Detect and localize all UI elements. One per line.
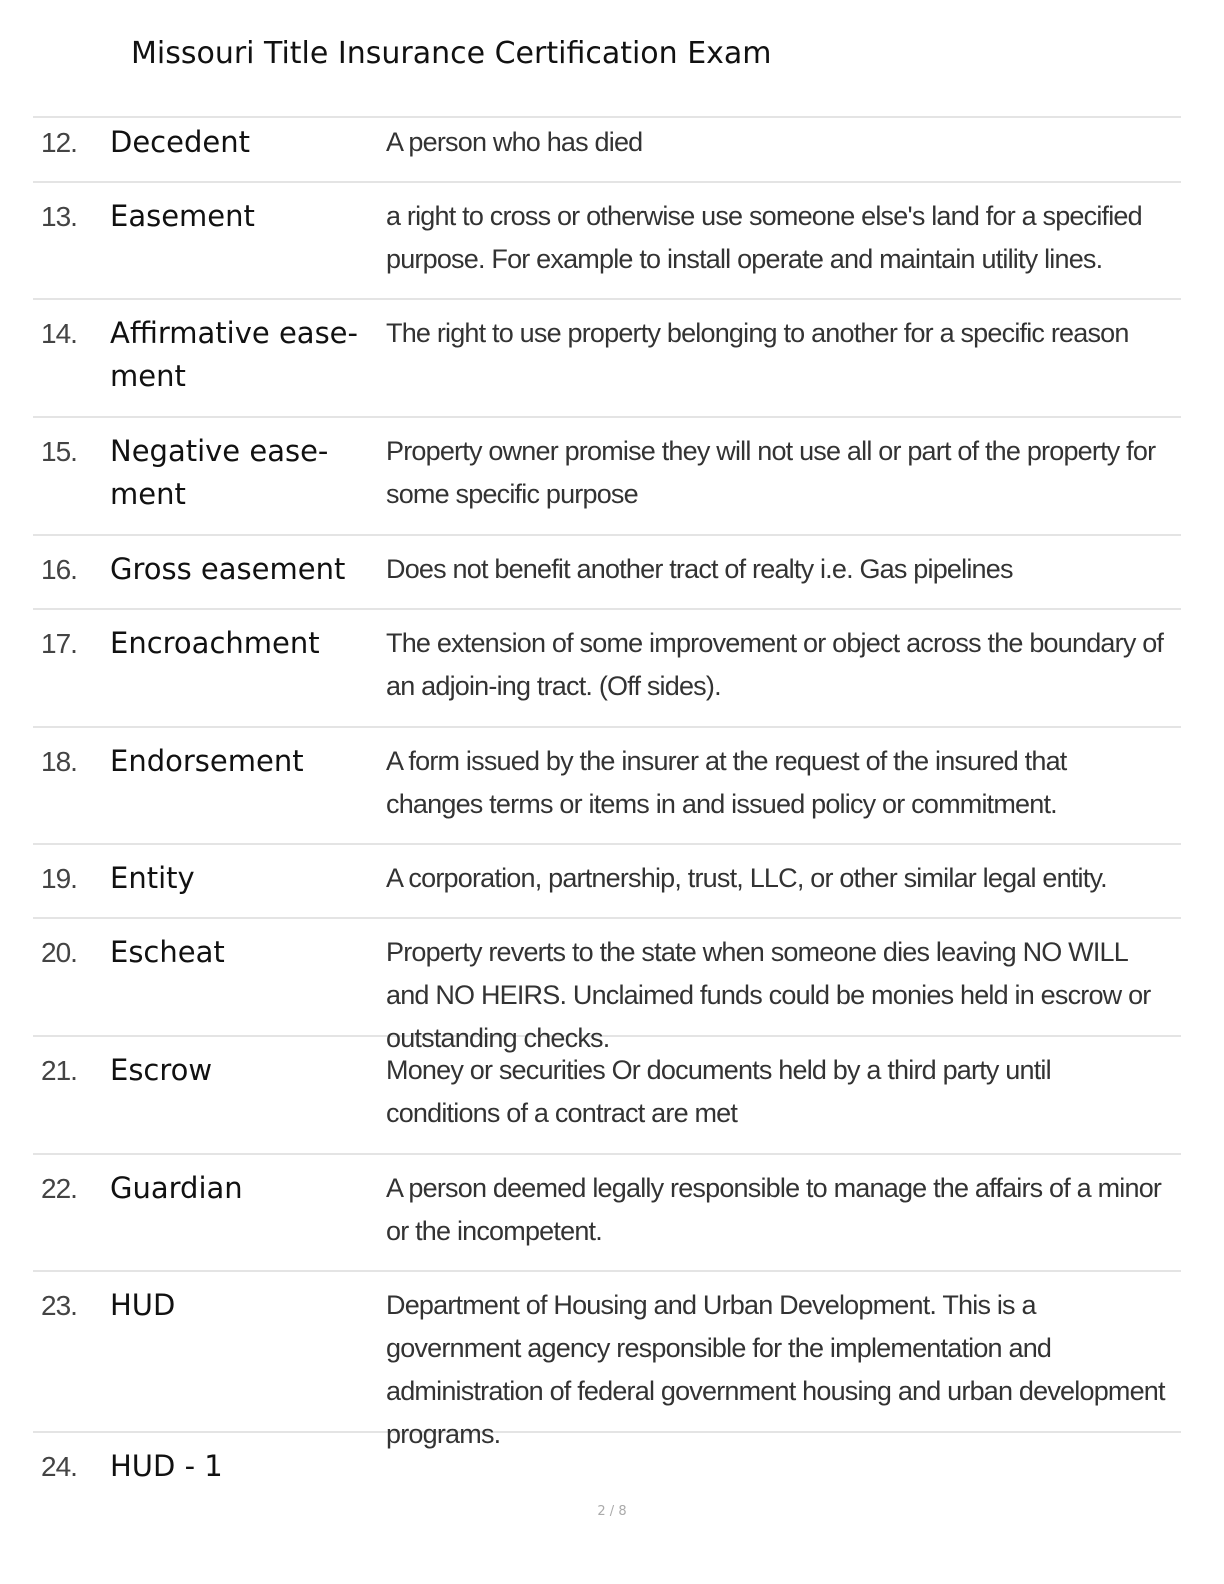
term-number: 22. bbox=[41, 1173, 77, 1204]
term-row bbox=[33, 1037, 1181, 1155]
term-definition: A form issued by the insurer at the request of the insured that changes terms or items in and issued policy or commitment. bbox=[386, 746, 1067, 819]
term-definition: Property reverts to the state when someone dies leaving NO WILL and NO HEIRS. Unclaimed funds could be monies held in escrow or outstanding checks. bbox=[386, 937, 1151, 1053]
term-name: Encroachment bbox=[110, 626, 320, 660]
term-row bbox=[33, 300, 1181, 418]
document-title: Missouri Title Insurance Certification Exam bbox=[131, 36, 772, 71]
term-number: 15. bbox=[41, 436, 77, 467]
term-name: Entity bbox=[110, 861, 195, 895]
term-name: Negative ease-ment bbox=[110, 434, 329, 511]
term-definition: The right to use property belonging to another for a specific reason bbox=[386, 318, 1129, 348]
term-name: HUD - 1 bbox=[110, 1449, 223, 1483]
term-number: 24. bbox=[41, 1451, 77, 1482]
term-row bbox=[33, 536, 1181, 610]
term-name: HUD bbox=[110, 1288, 176, 1322]
term-row bbox=[33, 728, 1181, 845]
term-name: Affirmative ease-ment bbox=[110, 316, 358, 393]
term-row bbox=[33, 118, 1181, 183]
term-definition: Property owner promise they will not use all or part of the property for some specific purpose bbox=[386, 436, 1156, 509]
term-number: 19. bbox=[41, 863, 77, 894]
term-name: Escrow bbox=[110, 1053, 213, 1087]
term-number: 16. bbox=[41, 554, 77, 585]
term-row bbox=[33, 1155, 1181, 1272]
term-name: Easement bbox=[110, 199, 255, 233]
term-name: Decedent bbox=[110, 125, 250, 159]
term-name: Endorsement bbox=[110, 744, 304, 778]
term-definition: Does not benefit another tract of realty i.e. Gas pipelines bbox=[386, 554, 1013, 584]
page-number: 2 / 8 bbox=[597, 1504, 627, 1519]
term-name: Gross easement bbox=[110, 552, 346, 586]
term-number: 18. bbox=[41, 746, 77, 777]
term-number: 20. bbox=[41, 937, 77, 968]
term-definition: The extension of some improvement or object across the boundary of an adjoin-ing tract. (Off sides). bbox=[386, 628, 1164, 701]
term-row bbox=[33, 845, 1181, 919]
term-number: 12. bbox=[41, 127, 77, 158]
term-definition: Money or securities Or documents held by a third party until conditions of a contract are met bbox=[386, 1055, 1051, 1128]
term-number: 14. bbox=[41, 318, 77, 349]
term-row bbox=[33, 418, 1181, 536]
term-number: 23. bbox=[41, 1290, 77, 1321]
term-row bbox=[33, 183, 1181, 300]
term-row bbox=[33, 1272, 1181, 1449]
term-name: Escheat bbox=[110, 935, 225, 969]
term-definition: A person deemed legally responsible to manage the affairs of a minor or the incompetent. bbox=[386, 1173, 1162, 1246]
term-row bbox=[33, 919, 1181, 1053]
term-definition: a right to cross or otherwise use someone else's land for a specified purpose. For example to install operate and maintain utility lines. bbox=[386, 201, 1142, 274]
term-definition: A corporation, partnership, trust, LLC, or other similar legal entity. bbox=[386, 863, 1107, 893]
term-number: 21. bbox=[41, 1055, 77, 1086]
term-definition: Department of Housing and Urban Development. This is a government agency responsible for the implementation and administration of federal government housing and urban development programs. bbox=[386, 1290, 1165, 1449]
term-name: Guardian bbox=[110, 1171, 243, 1205]
term-definition: A person who has died bbox=[386, 127, 643, 157]
term-row bbox=[33, 610, 1181, 728]
terms-table bbox=[33, 116, 1181, 1497]
term-number: 17. bbox=[41, 628, 77, 659]
term-number: 13. bbox=[41, 201, 77, 232]
term-row bbox=[33, 1433, 1181, 1497]
